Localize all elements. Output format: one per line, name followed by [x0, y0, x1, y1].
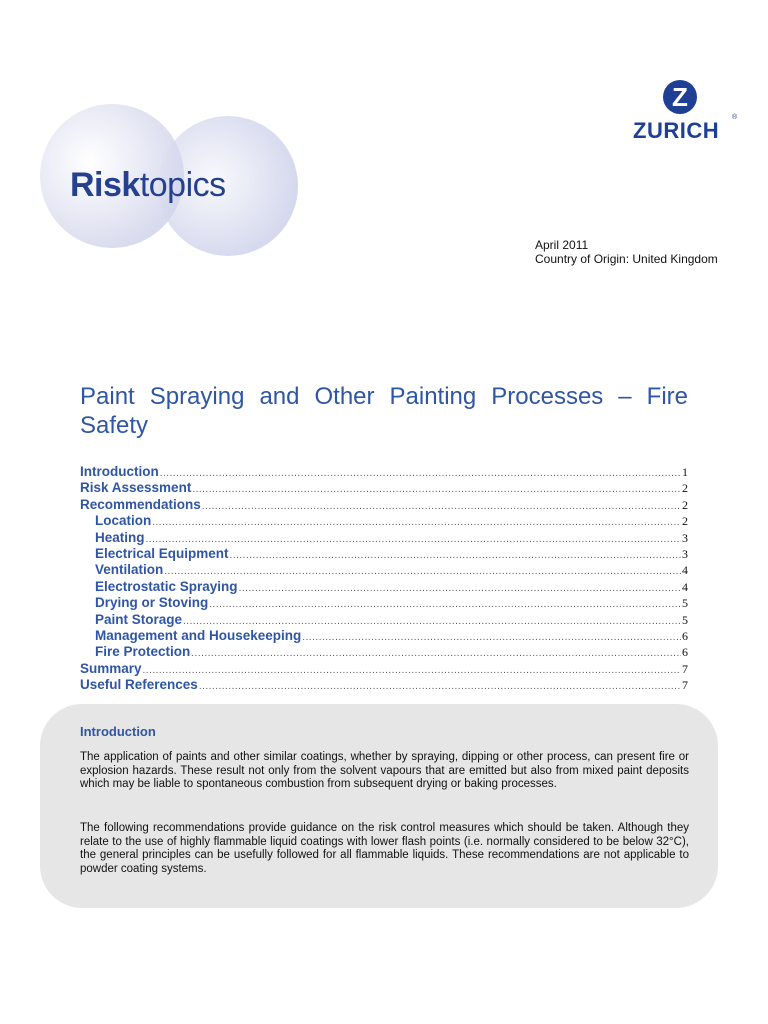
document-meta — [535, 238, 718, 266]
country-of-origin: Country of Origin: United Kingdom — [535, 252, 718, 266]
toc-label: Fire Protection — [95, 644, 191, 660]
toc-entry-heating[interactable] — [80, 530, 688, 546]
toc-page-number: 5 — [682, 596, 688, 611]
toc-label: Introduction — [80, 464, 159, 479]
toc-page-number: 4 — [682, 579, 688, 594]
toc-entry-electrical-equipment[interactable] — [80, 546, 688, 562]
toc-leader — [202, 501, 681, 512]
toc-label: Management and Housekeeping — [95, 627, 302, 643]
toc-entry-ventilation[interactable] — [80, 562, 688, 578]
toc-leader — [199, 681, 681, 692]
zurich-logo — [630, 80, 740, 144]
toc-leader — [191, 648, 681, 659]
publication-date: April 2011 — [535, 238, 589, 252]
toc-leader — [230, 550, 681, 561]
toc-page-number: 2 — [682, 514, 688, 529]
toc-label: Drying or Stoving — [95, 595, 209, 611]
toc-page-number: 3 — [682, 546, 688, 561]
toc-label: Electrostatic Spraying — [95, 578, 238, 594]
toc-entry-management-and-housekeeping[interactable] — [80, 628, 688, 644]
toc-page-number: 7 — [682, 661, 688, 676]
toc-label: Summary — [80, 660, 142, 676]
toc-entry-fire-protection[interactable] — [80, 644, 688, 660]
zurich-logo-text: ZURICH — [633, 118, 720, 143]
wordmark-light: topics — [139, 166, 226, 204]
toc-label: Heating — [95, 529, 145, 545]
toc-leader — [152, 517, 681, 528]
toc-entry-useful-references[interactable] — [80, 677, 688, 693]
toc-leader — [164, 566, 681, 577]
toc-page-number: 6 — [682, 628, 688, 643]
toc-entry-paint-storage[interactable] — [80, 612, 688, 628]
toc-entry-electrostatic-spraying[interactable] — [80, 579, 688, 595]
toc-page-number: 4 — [682, 563, 688, 578]
toc-leader — [143, 665, 681, 676]
toc-label: Location — [95, 513, 152, 529]
toc-entry-introduction[interactable] — [80, 464, 688, 480]
toc-page-number: 6 — [682, 645, 688, 660]
document-title: Paint Spraying and Other Painting Processes – Fire Safety — [80, 383, 688, 439]
toc-entry-recommendations[interactable] — [80, 497, 688, 513]
zurich-z-icon: Z — [663, 80, 697, 114]
toc-page-number: 1 — [682, 465, 688, 479]
introduction-paragraph-2: The following recommendations provide guidance on the risk control measures which should be taken. Although they relate to the use of highly flammable liquid coatings with lower flash points (i.e. normally considered to be below 32°C), the general principles can be usefully followed for all flammable liquids. These recommendations are not applicable to powder coating systems. — [80, 822, 689, 875]
toc-entry-location[interactable] — [80, 513, 688, 529]
toc-leader — [302, 632, 681, 643]
toc-label: Useful References — [80, 677, 198, 693]
toc-entry-risk-assessment[interactable] — [80, 480, 688, 496]
toc-label: Ventilation — [95, 562, 164, 578]
risktopics-circles-graphic — [0, 0, 320, 260]
toc-entry-drying-or-stoving[interactable] — [80, 595, 688, 611]
introduction-paragraph-1: The application of paints and other similar coatings, whether by spraying, dipping or other process, can present fire or explosion hazards. These result not only from the solvent vapours that are emitted but also from mixed paint deposits which may be liable to spontaneous combustion from subsequent drying or baking processes. — [80, 751, 689, 791]
registered-mark: ® — [732, 114, 738, 121]
toc-page-number: 2 — [682, 481, 688, 496]
toc-leader — [192, 484, 681, 495]
risktopics-wordmark — [70, 166, 226, 205]
toc-page-number: 3 — [682, 530, 688, 545]
toc-label: Electrical Equipment — [95, 545, 229, 561]
toc-label: Paint Storage — [95, 611, 183, 627]
toc-entry-summary[interactable] — [80, 661, 688, 677]
toc-label: Recommendations — [80, 496, 201, 512]
toc-leader — [183, 616, 681, 627]
toc-label: Risk Assessment — [80, 480, 192, 496]
introduction-heading: Introduction — [80, 724, 156, 739]
toc-leader — [146, 534, 681, 545]
toc-leader — [160, 468, 681, 479]
toc-page-number: 7 — [682, 678, 688, 693]
table-of-contents — [80, 464, 688, 693]
toc-page-number: 5 — [682, 612, 688, 627]
toc-page-number: 2 — [682, 497, 688, 512]
toc-leader — [209, 599, 681, 610]
toc-leader — [239, 583, 681, 594]
wordmark-bold: Risk — [70, 166, 140, 204]
